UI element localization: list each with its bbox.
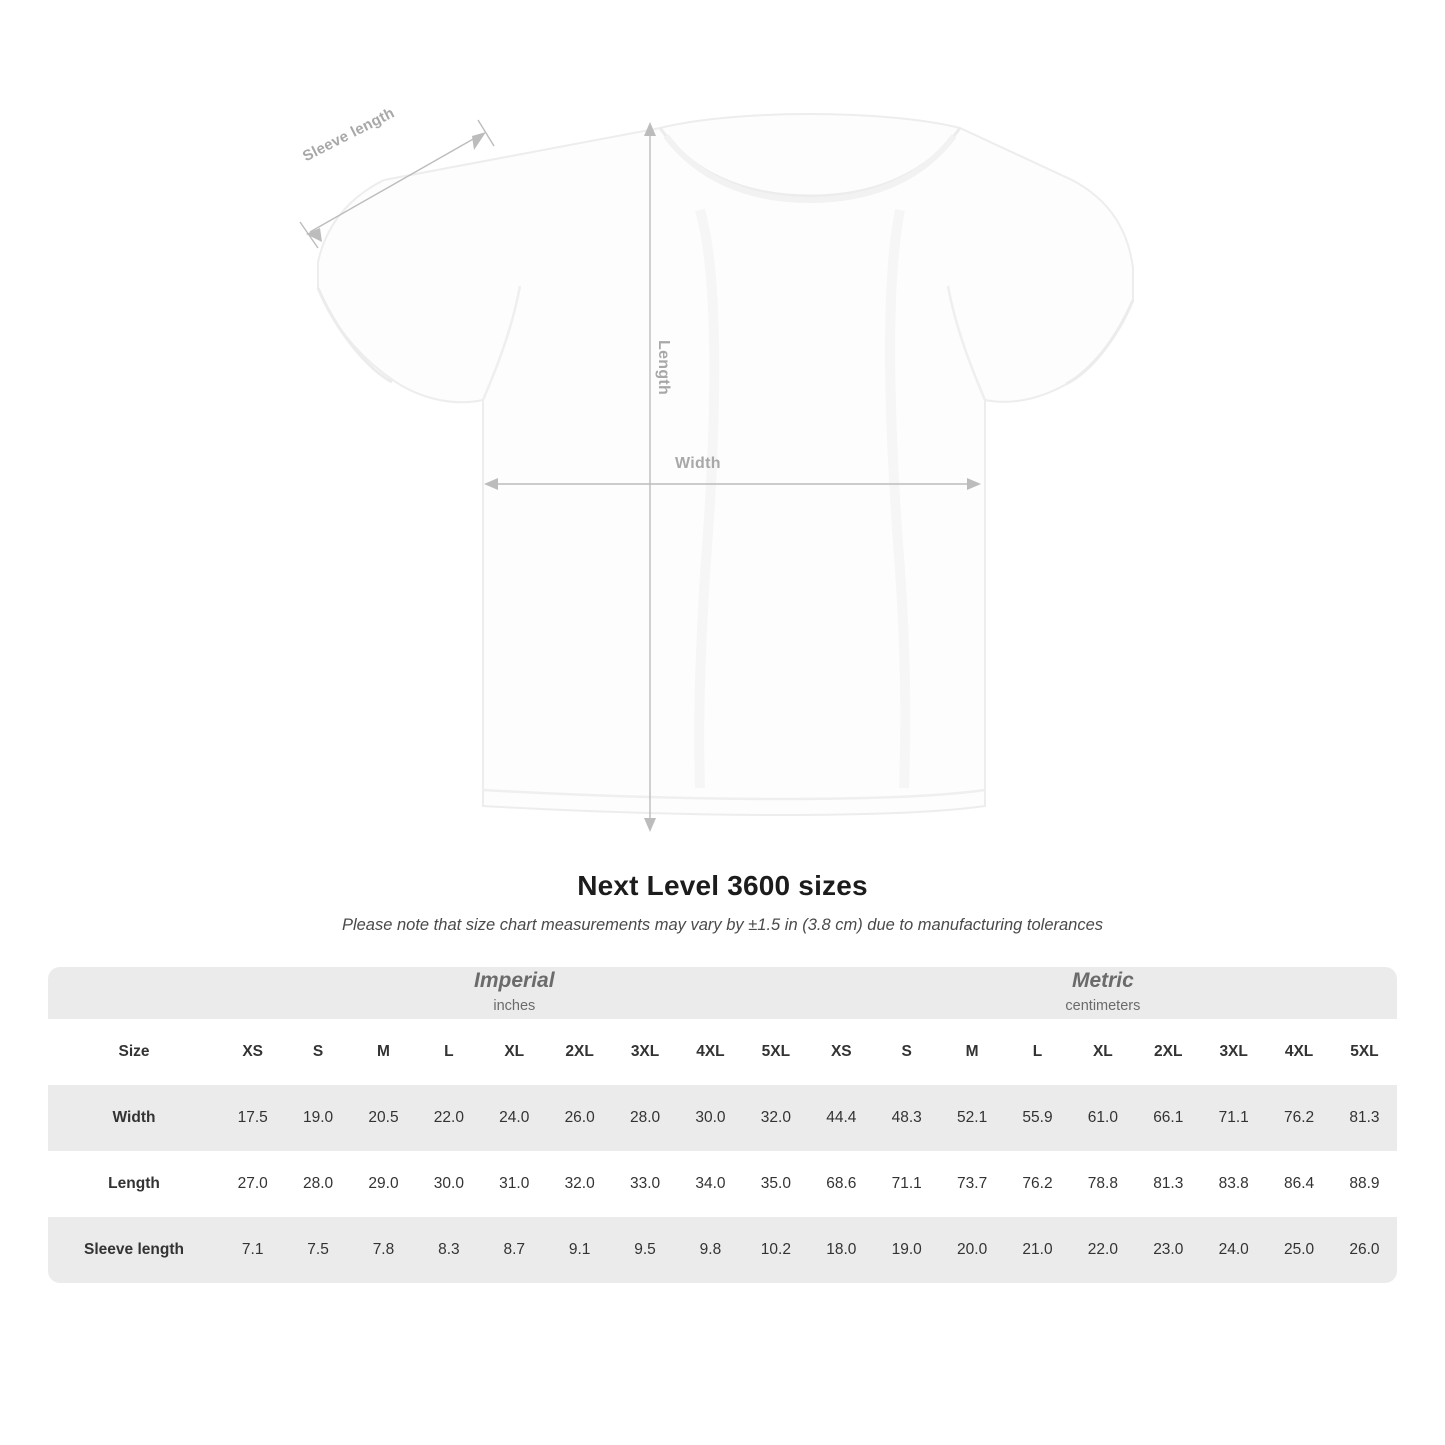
col-head-2xl-imperial: 2XL	[547, 1019, 612, 1085]
length-label: Length	[655, 340, 672, 396]
unit-sub-imperial: inches	[493, 998, 536, 1015]
cell-length-xl-imperial: 31.0	[482, 1151, 547, 1217]
unit-name-imperial: Imperial	[474, 969, 555, 992]
cell-length-xs-metric: 68.6	[809, 1151, 874, 1217]
table-row	[48, 1217, 1397, 1283]
col-head-4xl-metric: 4XL	[1266, 1019, 1331, 1085]
header-size: Size	[48, 1019, 220, 1085]
unit-header-row	[48, 967, 1397, 1019]
cell-length-4xl-imperial: 34.0	[678, 1151, 743, 1217]
cell-length-2xl-imperial: 32.0	[547, 1151, 612, 1217]
row-label-width: Width	[48, 1085, 220, 1151]
cell-length-l-metric: 76.2	[1005, 1151, 1070, 1217]
col-head-4xl-imperial: 4XL	[678, 1019, 743, 1085]
col-head-l-imperial: L	[416, 1019, 481, 1085]
cell-sleeve-3xl-imperial: 9.5	[612, 1217, 677, 1283]
cell-sleeve-m-imperial: 7.8	[351, 1217, 416, 1283]
size-table-wrap	[48, 967, 1397, 1283]
cell-length-m-metric: 73.7	[939, 1151, 1004, 1217]
tshirt-shape	[318, 114, 1133, 815]
cell-width-xs-imperial: 17.5	[220, 1085, 285, 1151]
cell-width-5xl-metric: 81.3	[1332, 1085, 1397, 1151]
cell-width-2xl-metric: 66.1	[1136, 1085, 1201, 1151]
sleeve-length-label: Sleeve length	[300, 104, 398, 166]
col-head-xs-imperial: XS	[220, 1019, 285, 1085]
cell-sleeve-3xl-metric: 24.0	[1201, 1217, 1266, 1283]
cell-length-m-imperial: 29.0	[351, 1151, 416, 1217]
cell-sleeve-xl-imperial: 8.7	[482, 1217, 547, 1283]
cell-sleeve-5xl-metric: 26.0	[1332, 1217, 1397, 1283]
unit-group-imperial	[220, 967, 809, 1019]
size-table	[48, 967, 1397, 1283]
page-title: Next Level 3600 sizes	[577, 870, 868, 901]
cell-width-2xl-imperial: 26.0	[547, 1085, 612, 1151]
cell-length-2xl-metric: 81.3	[1136, 1151, 1201, 1217]
width-label: Width	[675, 455, 721, 472]
tolerance-note: Please note that size chart measurements may vary by ±1.5 in (3.8 cm) due to manufacturing tolerances	[341, 916, 1104, 934]
cell-length-5xl-imperial: 35.0	[743, 1151, 809, 1217]
cell-width-4xl-imperial: 30.0	[678, 1085, 743, 1151]
col-head-3xl-imperial: 3XL	[612, 1019, 677, 1085]
cell-length-s-metric: 71.1	[874, 1151, 939, 1217]
row-label-length: Length	[48, 1151, 220, 1217]
cell-length-xs-imperial: 27.0	[220, 1151, 285, 1217]
cell-sleeve-4xl-metric: 25.0	[1266, 1217, 1331, 1283]
cell-sleeve-2xl-imperial: 9.1	[547, 1217, 612, 1283]
title-block	[0, 870, 1445, 935]
cell-width-s-imperial: 19.0	[285, 1085, 350, 1151]
table-row	[48, 1151, 1397, 1217]
col-head-5xl-imperial: 5XL	[743, 1019, 809, 1085]
cell-width-3xl-metric: 71.1	[1201, 1085, 1266, 1151]
cell-length-5xl-metric: 88.9	[1332, 1151, 1397, 1217]
col-head-5xl-metric: 5XL	[1332, 1019, 1397, 1085]
col-head-s-metric: S	[874, 1019, 939, 1085]
table-row	[48, 1085, 1397, 1151]
cell-width-xs-metric: 44.4	[809, 1085, 874, 1151]
cell-width-l-imperial: 22.0	[416, 1085, 481, 1151]
col-head-xl-imperial: XL	[482, 1019, 547, 1085]
cell-width-5xl-imperial: 32.0	[743, 1085, 809, 1151]
col-head-m-metric: M	[939, 1019, 1004, 1085]
cell-sleeve-l-imperial: 8.3	[416, 1217, 481, 1283]
col-head-l-metric: L	[1005, 1019, 1070, 1085]
cell-sleeve-4xl-imperial: 9.8	[678, 1217, 743, 1283]
col-head-s-imperial: S	[285, 1019, 350, 1085]
cell-length-3xl-imperial: 33.0	[612, 1151, 677, 1217]
unit-corner-cell	[48, 967, 220, 1019]
cell-sleeve-s-imperial: 7.5	[285, 1217, 350, 1283]
unit-sub-metric: centimeters	[1065, 998, 1141, 1015]
cell-width-m-imperial: 20.5	[351, 1085, 416, 1151]
cell-sleeve-xl-metric: 22.0	[1070, 1217, 1135, 1283]
cell-sleeve-xs-metric: 18.0	[809, 1217, 874, 1283]
cell-sleeve-m-metric: 20.0	[939, 1217, 1004, 1283]
cell-length-xl-metric: 78.8	[1070, 1151, 1135, 1217]
cell-width-s-metric: 48.3	[874, 1085, 939, 1151]
cell-width-m-metric: 52.1	[939, 1085, 1004, 1151]
unit-name-metric: Metric	[1071, 969, 1134, 992]
unit-group-metric	[809, 967, 1398, 1019]
size-header-row	[48, 1019, 1397, 1085]
cell-sleeve-xs-imperial: 7.1	[220, 1217, 285, 1283]
cell-width-l-metric: 55.9	[1005, 1085, 1070, 1151]
cell-sleeve-l-metric: 21.0	[1005, 1217, 1070, 1283]
cell-sleeve-2xl-metric: 23.0	[1136, 1217, 1201, 1283]
cell-length-l-imperial: 30.0	[416, 1151, 481, 1217]
col-head-xs-metric: XS	[809, 1019, 874, 1085]
col-head-2xl-metric: 2XL	[1136, 1019, 1201, 1085]
col-head-3xl-metric: 3XL	[1201, 1019, 1266, 1085]
cell-length-s-imperial: 28.0	[285, 1151, 350, 1217]
cell-length-3xl-metric: 83.8	[1201, 1151, 1266, 1217]
col-head-m-imperial: M	[351, 1019, 416, 1085]
col-head-xl-metric: XL	[1070, 1019, 1135, 1085]
cell-width-xl-metric: 61.0	[1070, 1085, 1135, 1151]
cell-width-4xl-metric: 76.2	[1266, 1085, 1331, 1151]
cell-width-3xl-imperial: 28.0	[612, 1085, 677, 1151]
cell-sleeve-5xl-imperial: 10.2	[743, 1217, 809, 1283]
cell-sleeve-s-metric: 19.0	[874, 1217, 939, 1283]
cell-length-4xl-metric: 86.4	[1266, 1151, 1331, 1217]
cell-width-xl-imperial: 24.0	[482, 1085, 547, 1151]
row-label-sleeve-length: Sleeve length	[48, 1217, 220, 1283]
